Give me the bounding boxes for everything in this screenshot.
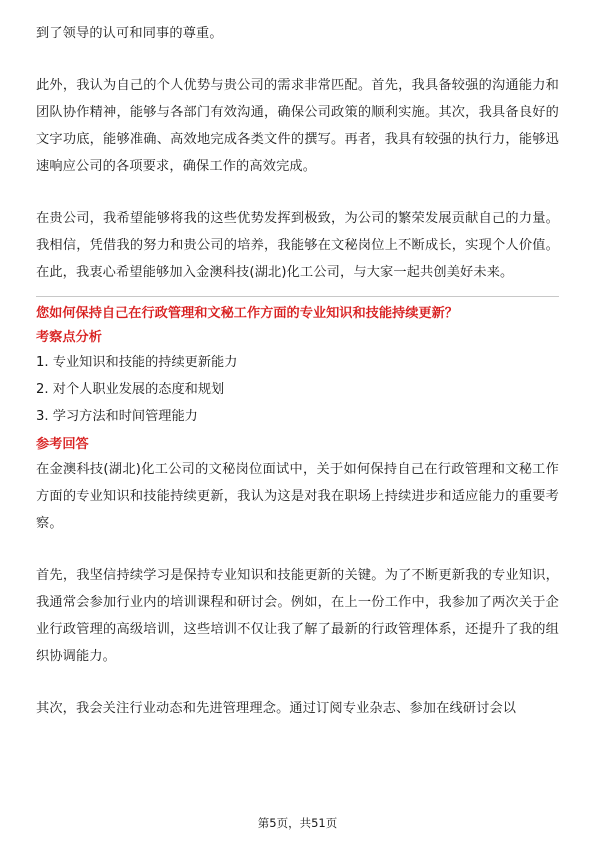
question-title: 您如何保持自己在行政管理和文秘工作方面的专业知识和技能持续更新？ [36,306,458,321]
document-page [36,0,559,722]
analysis-item: 2. 对个人职业发展的态度和规划 [36,382,225,397]
analysis-heading: 考察点分析 [36,330,102,345]
paragraph-intro-end: 到了领导的认可和同事的尊重。 [36,26,223,41]
section-divider [36,296,559,297]
paragraph-strengths: 此外，我认为自己的个人优势与贵公司的需求非常匹配。首先，我具备较强的沟通能力和团队协作精神，能够与各部门有效沟通，确保公司政策的顺利实施。其次，我具备良好的文字功底，能够准确、高效地完成各类文件的撰写。再者，我具有较强的执行力，能够迅速响应公司的各项要求，确保工作的高效完成。 [36,78,559,174]
page-number-footer: 第5页，共51页 [257,816,338,830]
analysis-item: 3. 学习方法和时间管理能力 [36,409,198,424]
analysis-item: 1. 专业知识和技能的持续更新能力 [36,355,238,370]
answer-paragraph: 首先，我坚信持续学习是保持专业知识和技能更新的关键。为了不断更新我的专业知识，我通常会参加行业内的培训课程和研讨会。例如，在上一份工作中，我参加了两次关于企业行政管理的高级培训，这些培训不仅让我了解了最新的行政管理体系，还提升了我的组织协调能力。 [36,568,559,664]
answer-heading: 参考回答 [36,437,89,452]
paragraph-aspiration: 在贵公司，我希望能够将我的这些优势发挥到极致，为公司的繁荣发展贡献自己的力量。我相信，凭借我的努力和贵公司的培养，我能够在文秘岗位上不断成长，实现个人价值。在此，我衷心希望能够加入金澳科技(湖北)化工公司，与大家一起共创美好未来。 [36,211,559,280]
answer-paragraph: 在金澳科技(湖北)化工公司的文秘岗位面试中，关于如何保持自己在行政管理和文秘工作方面的专业知识和技能持续更新，我认为这是对我在职场上持续进步和适应能力的重要考察。 [36,462,559,531]
answer-paragraph: 其次，我会关注行业动态和先进管理理念。通过订阅专业杂志、参加在线研讨会以 [36,701,517,716]
